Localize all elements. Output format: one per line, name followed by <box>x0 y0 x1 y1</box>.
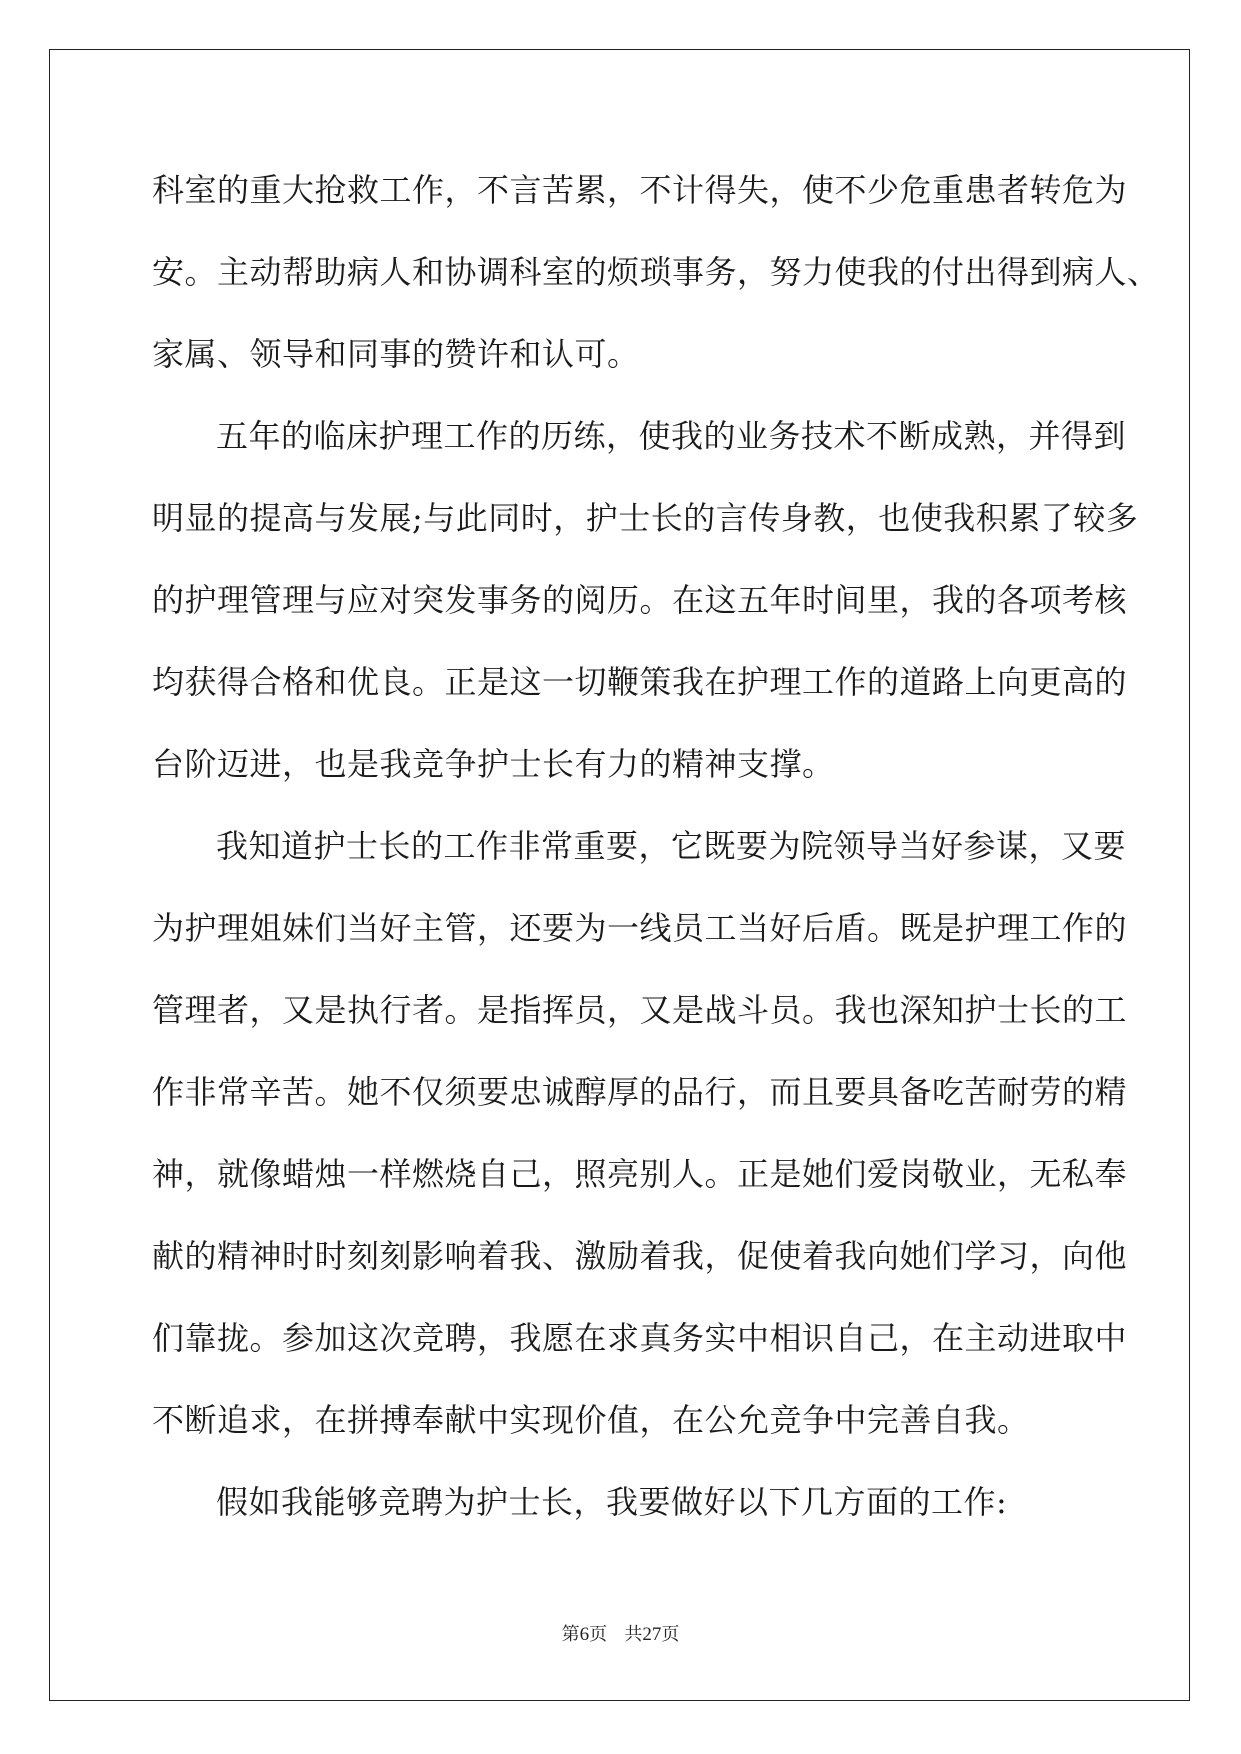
footer-total-pages: 27 <box>642 1624 662 1645</box>
text-line: 献的精神时时刻刻影响着我、激励着我，促使着我向她们学习，向他 <box>152 1237 1128 1275</box>
text-line: 我知道护士长的工作非常重要，它既要为院领导当好参谋，又要 <box>216 827 1127 865</box>
paragraph-3 <box>152 816 1128 1472</box>
text-line: 神，就像蜡烛一样燃烧自己，照亮别人。正是她们爱岗敬业，无私奉 <box>152 1155 1128 1193</box>
paragraph-1 <box>152 160 1160 406</box>
footer-total-suffix: 页 <box>661 1624 680 1645</box>
footer-total-prefix: 共 <box>624 1624 643 1645</box>
text-line: 均获得合格和优良。正是这一切鞭策我在护理工作的道路上向更高的 <box>152 663 1128 701</box>
text-line: 为护理姐妹们当好主管，还要为一线员工当好后盾。既是护理工作的 <box>152 909 1128 947</box>
paragraph-2 <box>152 406 1139 816</box>
footer-page-number: 6 <box>579 1624 590 1645</box>
text-line: 科室的重大抢救工作，不言苦累，不计得失，使不少危重患者转危为 <box>152 171 1128 209</box>
footer-page-suffix: 页 <box>589 1624 608 1645</box>
text-line: 的护理管理与应对突发事务的阅历。在这五年时间里，我的各项考核 <box>152 581 1128 619</box>
text-line: 安。主动帮助病人和协调科室的烦琐事务，努力使我的付出得到病人、 <box>152 253 1160 291</box>
text-line: 们靠拢。参加这次竞聘，我愿在求真务实中相识自己，在主动进取中 <box>152 1319 1128 1357</box>
document-body <box>152 160 1160 1554</box>
page-footer <box>0 1620 1241 1646</box>
paragraph-4 <box>152 1472 1092 1554</box>
text-line: 五年的临床护理工作的历练，使我的业务技术不断成熟，并得到 <box>216 417 1127 455</box>
text-line: 不断追求，在拼搏奉献中实现价值，在公允竞争中完善自我。 <box>152 1401 1030 1439</box>
text-line: 家属、领导和同事的赞许和认可。 <box>152 335 640 373</box>
text-line: 明显的提高与发展;与此同时，护士长的言传身教，也使我积累了较多 <box>152 499 1139 537</box>
footer-prefix: 第 <box>561 1624 580 1645</box>
text-line: 假如我能够竞聘为护士长，我要做好以下几方面的工作: <box>216 1483 1008 1521</box>
text-line: 作非常辛苦。她不仅须要忠诚醇厚的品行，而且要具备吃苦耐劳的精 <box>152 1073 1128 1111</box>
text-line: 管理者，又是执行者。是指挥员，又是战斗员。我也深知护士长的工 <box>152 991 1128 1029</box>
text-line: 台阶迈进，也是我竞争护士长有力的精神支撑。 <box>152 745 835 783</box>
